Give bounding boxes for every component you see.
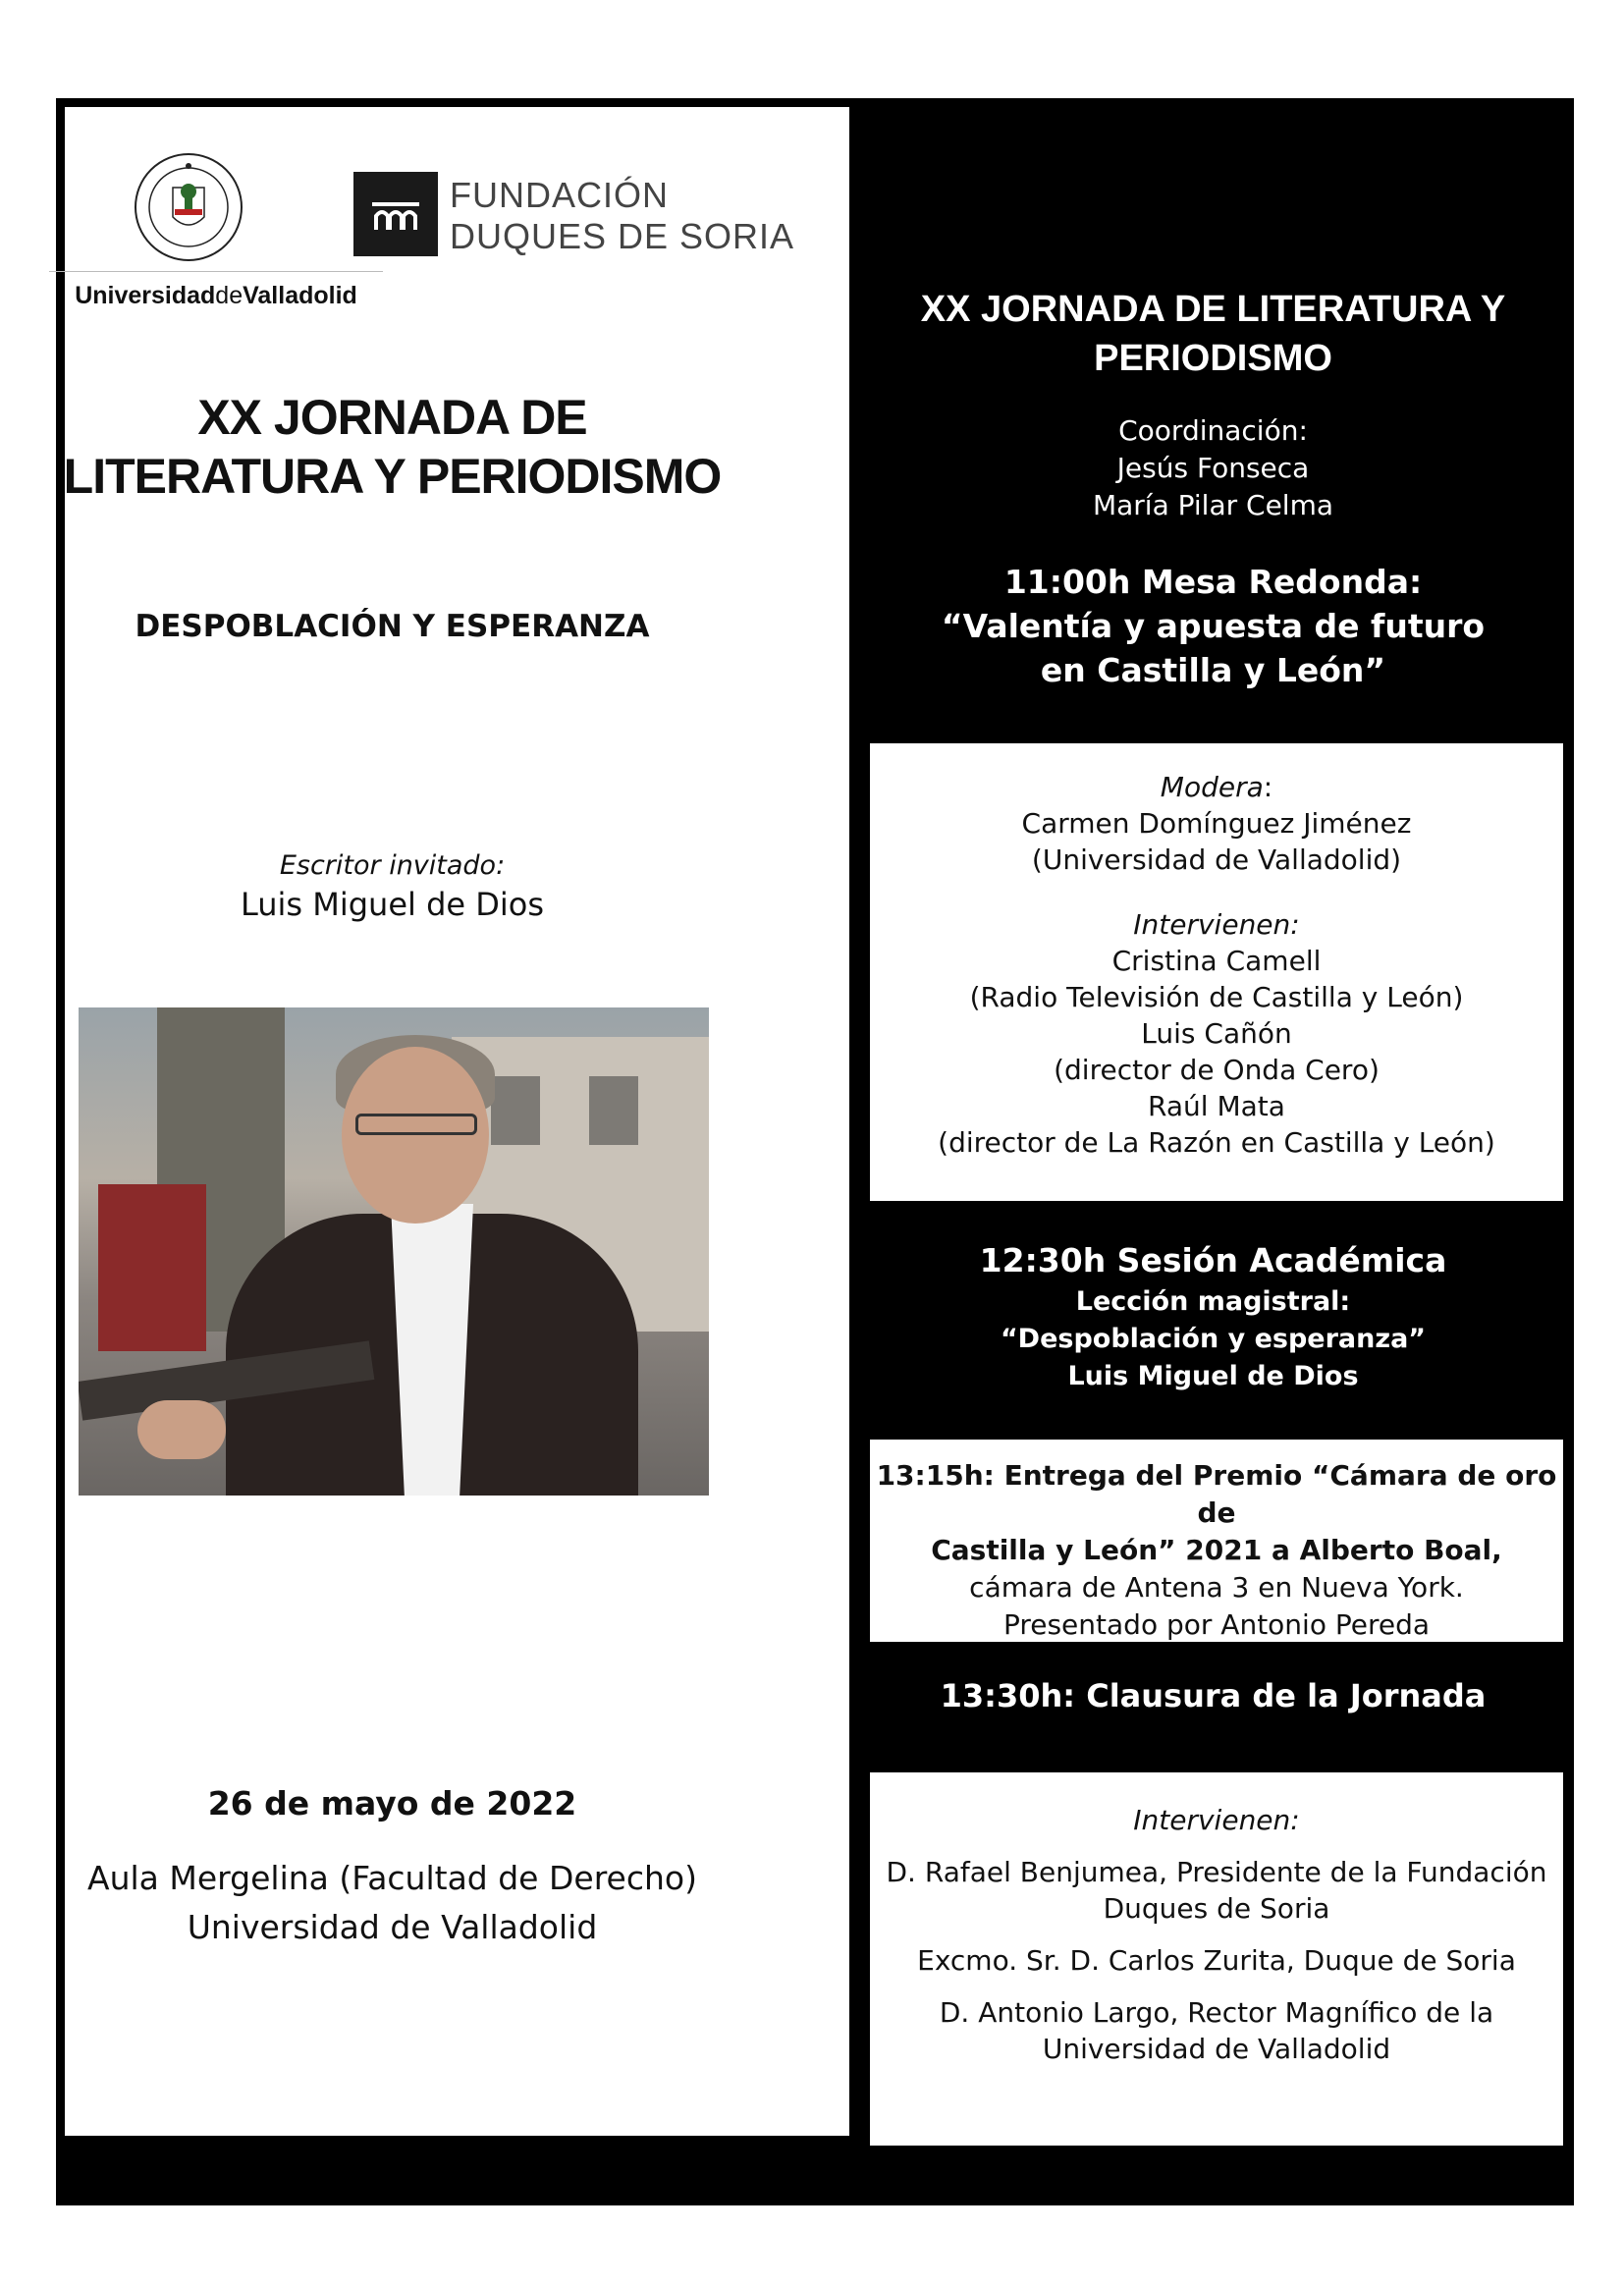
guest-label: Escritor invitado:	[279, 850, 506, 881]
event-title: XX JORNADA DE LITERATURA Y PERIODISMO	[63, 390, 722, 504]
university-name: UniversidaddeValladolid	[75, 282, 357, 309]
round-table-heading: 11:00h Mesa Redonda: “Valentía y apuesta de futuro en Castilla y León”	[941, 563, 1486, 689]
program-title: XX JORNADA DE LITERATURA Y PERIODISMO	[920, 289, 1506, 379]
closing-box: Intervienen: D. Rafael Benjumea, Presidente de la Fundación Duques de Soria Excmo. Sr. D. Carlos Zurita, Duque de Soria D. Antonio Largo, Rector Magnífico de la Universidad de Valladolid	[870, 1772, 1563, 2146]
guest-name: Luis Miguel de Dios	[240, 886, 545, 923]
guest-photo	[79, 1007, 709, 1496]
closing-heading: 13:30h: Clausura de la Jornada	[940, 1677, 1487, 1714]
coordination: Coordinación: Jesús Fonseca María Pilar Celma	[1092, 414, 1334, 521]
award-box: 13:15h: Entrega del Premio “Cámara de oro de Castilla y León” 2021 a Alberto Boal, cámara de Antena 3 en Nueva York. Presentado por Antonio Pereda	[870, 1440, 1563, 1642]
logo-divider	[49, 271, 383, 272]
event-venue: Aula Mergelina (Facultad de Derecho) Universidad de Valladolid	[87, 1859, 697, 1946]
foundation-name: FUNDACIÓN DUQUES DE SORIA	[450, 175, 795, 256]
academic-session: 12:30h Sesión Académica Lección magistral: “Despoblación y esperanza” Luis Miguel de Dios	[979, 1241, 1447, 1391]
university-seal-icon	[134, 152, 244, 262]
event-subtitle: DESPOBLACIÓN Y ESPERANZA	[135, 609, 650, 644]
round-table-box: Modera: Carmen Domínguez Jiménez (Universidad de Valladolid) Intervienen: Cristina Camell (Radio Televisión de Castilla y León) Luis Cañón (director de Onda Cero) Raúl Mata (director de La Razón en Castilla y León)	[870, 743, 1563, 1201]
foundation-logo-icon	[353, 172, 438, 256]
event-date: 26 de mayo de 2022	[207, 1784, 577, 1823]
